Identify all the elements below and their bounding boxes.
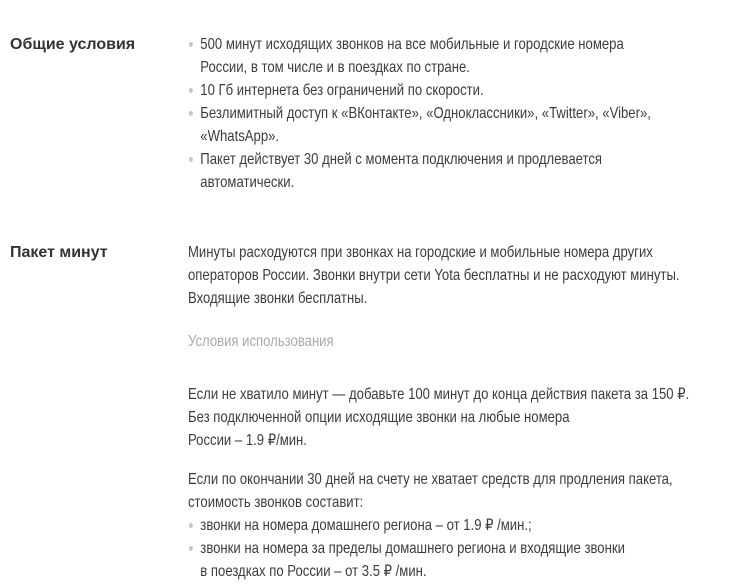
text-line: 500 минут исходящих звонков на все мобильные и городские номера: [200, 36, 624, 53]
package-renewal-paragraph: [188, 468, 713, 514]
text-line: Входящие звонки бесплатны.: [188, 290, 368, 307]
text-line: стоимость звонков составит:: [188, 494, 364, 511]
text-line: 10 Гб интернета без ограничений по скорости.: [200, 82, 484, 99]
add-minutes-paragraph: [188, 383, 713, 452]
bullet-icon: [189, 111, 193, 116]
text-line: Минуты расходуются при звонках на городские и мобильные номера других: [188, 244, 653, 261]
bullet-icon: [189, 157, 193, 162]
minutes-usage-paragraph: [188, 241, 713, 310]
list-item: [188, 537, 713, 583]
list-item: [188, 33, 713, 79]
text-line: Безлимитный доступ к «ВКонтакте», «Одноклассники», «Twitter», «Viber»,: [200, 105, 651, 122]
text-line: России, в том числе и в поездках по стране.: [200, 59, 470, 76]
text-line: Если по окончании 30 дней на счету не хватает средств для продления пакета,: [188, 471, 673, 488]
bullet-icon: [189, 88, 193, 93]
bullet-icon: [189, 546, 193, 551]
text-line: Без подключенной опции исходящие звонки на любые номера: [188, 409, 570, 426]
section-title-general-terms: Общие условия: [10, 36, 136, 53]
overage-rates-list: [188, 514, 713, 583]
list-item: [188, 102, 713, 148]
text-line: Пакет действует 30 дней с момента подключения и продлевается: [200, 151, 603, 168]
bullet-icon: [189, 523, 193, 528]
text-line: Если не хватило минут — добавьте 100 минут до конца действия пакета за 150 ₽.: [188, 386, 690, 403]
text-line: звонки на номера за пределы домашнего региона и входящие звонки: [200, 540, 625, 557]
section-title-minutes-package: Пакет минут: [10, 244, 108, 261]
minutes-package-content: [188, 241, 713, 583]
usage-terms-subheading: Условия использования: [188, 333, 334, 350]
general-terms-list: [188, 33, 713, 194]
text-line: звонки на номера домашнего региона – от 1.9 ₽ /мин.;: [200, 517, 532, 534]
text-line: «WhatsApp».: [200, 128, 280, 145]
general-terms-content: [188, 33, 713, 194]
list-item: [188, 79, 713, 102]
text-line: в поездках по России – от 3.5 ₽ /мин.: [200, 563, 427, 580]
text-line: операторов России. Звонки внутри сети Yota бесплатны и не расходуют минуты.: [188, 267, 680, 284]
list-item: [188, 514, 713, 537]
text-line: автоматически.: [200, 174, 295, 191]
section-general-terms: [10, 33, 743, 194]
bullet-icon: [189, 42, 193, 47]
list-item: [188, 148, 713, 194]
section-minutes-package: [10, 241, 743, 583]
text-line: России – 1.9 ₽/мин.: [188, 432, 307, 449]
